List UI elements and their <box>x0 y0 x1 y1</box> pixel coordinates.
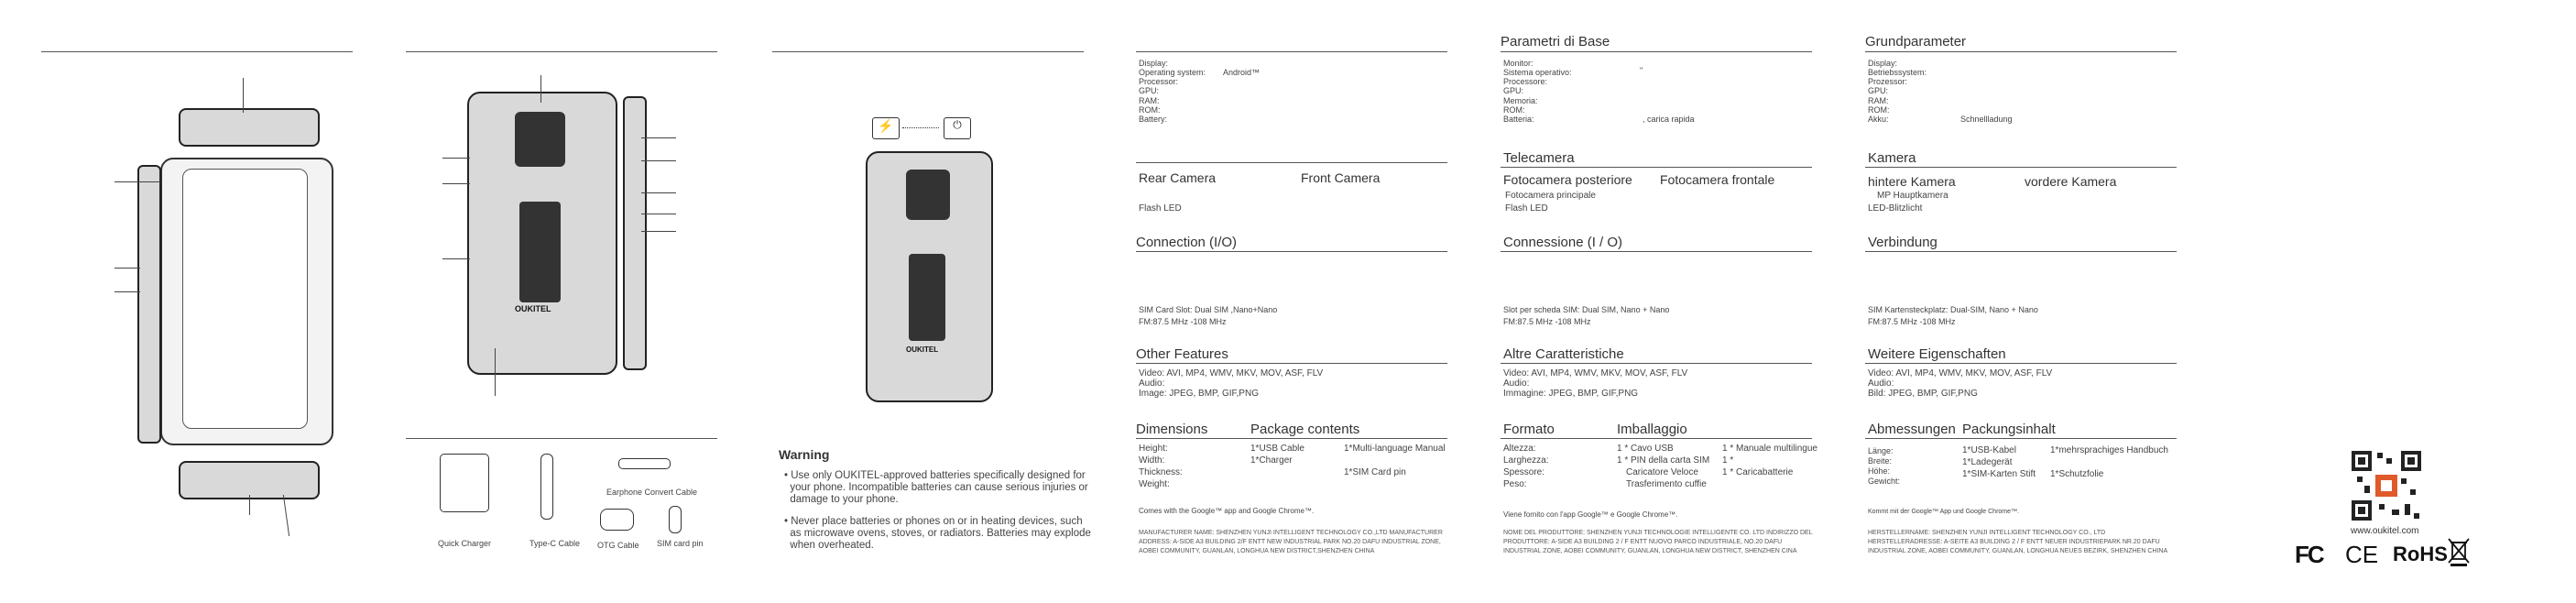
spec-width: Breite: <box>1868 456 1893 466</box>
google-notice: Viene fornito con l'app Google™ e Google Chrome™. <box>1503 510 1678 519</box>
rear-camera-heading: Fotocamera posteriore <box>1503 172 1632 187</box>
panel-top-rule <box>41 51 353 52</box>
sim-pin-icon <box>669 506 682 533</box>
charger-icon <box>440 454 489 512</box>
spec-sim-slot: Slot per scheda SIM: Dual SIM, Nano + Nano <box>1503 305 1670 314</box>
spec-ram: RAM: <box>1868 96 1889 105</box>
spec-audio: Audio: <box>1868 378 1894 389</box>
callout-line <box>641 160 676 161</box>
other-features-heading: Weitere Eigenschaften <box>1868 346 2006 362</box>
weee-bin-icon <box>2448 537 2470 566</box>
otg-cable-icon <box>600 509 634 531</box>
spec-battery: Battery: <box>1139 115 1168 124</box>
package-item: 1 * Manuale multilingue <box>1722 444 1817 454</box>
spec-processor: Processor: <box>1139 77 1179 86</box>
spec-weight: Peso: <box>1503 479 1527 489</box>
fc-mark-icon: FC <box>2295 541 2323 568</box>
callout-line <box>249 495 250 515</box>
spec-height: Altezza: <box>1503 444 1536 454</box>
spec-memory: Memoria: <box>1503 96 1538 105</box>
panel-top-rule <box>772 51 1084 52</box>
package-item: Trasferimento cuffie <box>1626 479 1707 489</box>
package-item: 1 * <box>1722 455 1734 466</box>
spec-main-camera: Fotocamera principale <box>1505 191 1596 201</box>
spec-weight: Gewicht: <box>1868 477 1901 486</box>
website-url: www.oukitel.com <box>2351 526 2419 536</box>
ce-mark-icon: CE <box>2345 541 2379 568</box>
spec-main-camera: MP Hauptkamera <box>1877 191 1948 201</box>
camera-module <box>906 170 950 220</box>
section-rule <box>1865 363 2177 364</box>
spec-rom: ROM: <box>1868 105 1890 115</box>
phone-bottom-view <box>179 461 320 499</box>
phone-back-view <box>467 92 617 375</box>
spec-gpu: GPU: <box>1868 86 1889 95</box>
back-logo: OUKITEL <box>906 345 939 354</box>
camera-heading: Kamera <box>1868 150 1916 166</box>
spec-rom: ROM: <box>1503 105 1525 115</box>
spec-rom: ROM: <box>1139 105 1161 115</box>
package-contents-heading: Package contents <box>1250 422 1360 437</box>
callout-line <box>442 183 470 184</box>
qr-code-icon <box>2350 449 2423 522</box>
callout-line <box>540 75 541 103</box>
charging-icon: ⚡ <box>872 117 900 139</box>
connection-heading: Connection (I/O) <box>1136 235 1238 250</box>
warning-bullet-1: • Use only OUKITEL-approved batteries specifically designed for your phone. Incompatible batteries can cause serious injuries or damage to your phone. <box>784 470 1088 505</box>
spec-processor: Prozessor: <box>1868 77 1908 86</box>
spec-gpu: GPU: <box>1503 86 1524 95</box>
package-item: 1 * Caricabatterie <box>1722 467 1794 477</box>
callout-line <box>641 137 676 138</box>
quick-charger-label: Quick Charger <box>438 539 492 548</box>
spec-battery: Akku: <box>1868 115 1889 124</box>
spec-image: Image: JPEG, BMP, GIF,PNG <box>1139 389 1259 399</box>
spec-fm: FM:87.5 MHz -108 MHz <box>1139 317 1227 326</box>
spec-os: Sistema operativo: <box>1503 68 1572 77</box>
section-rule <box>1136 51 1447 52</box>
section-rule <box>1136 363 1447 364</box>
panel-top-rule <box>406 51 717 52</box>
italian-title: Parametri di Base <box>1501 34 1610 49</box>
spec-thickness: Höhe: <box>1868 466 1891 476</box>
package-item: 1*Charger <box>1250 455 1293 466</box>
spec-monitor: Monitor: <box>1503 59 1534 68</box>
front-camera-heading: Fotocamera frontale <box>1660 172 1775 187</box>
package-item: 1*Ladegerät <box>1962 457 2013 467</box>
callout-line <box>495 348 496 396</box>
sim-pin-label: SIM card pin <box>657 539 704 548</box>
spec-flash: LED-Blitzlicht <box>1868 203 1923 214</box>
front-camera-heading: Front Camera <box>1301 170 1381 185</box>
spec-gpu: GPU: <box>1139 86 1160 95</box>
section-rule <box>1136 251 1447 252</box>
spec-fm: FM:87.5 MHz -108 MHz <box>1503 317 1591 326</box>
back-panel-strip <box>909 254 945 341</box>
package-item: 1 * Cavo USB <box>1617 444 1674 454</box>
package-item: Caricatore Veloce <box>1626 467 1698 477</box>
rohs-mark-icon: RoHS <box>2393 543 2448 565</box>
spec-thickness: Spessore: <box>1503 467 1545 477</box>
spec-display: Display: <box>1868 59 1898 68</box>
charging-arrow <box>902 127 939 128</box>
section-rule <box>1501 167 1812 168</box>
section-rule <box>1136 162 1447 163</box>
section-rule <box>1865 167 2177 168</box>
package-item: 1*SIM Card pin <box>1344 467 1406 477</box>
spec-flash: Flash LED <box>1139 203 1182 214</box>
spec-audio: Audio: <box>1503 378 1530 389</box>
package-item: 1*SIM-Karten Stift <box>1962 469 2036 479</box>
plug-icon: ⏻ <box>944 117 971 139</box>
rear-camera-heading: hintere Kamera <box>1868 174 1956 189</box>
spec-ram: RAM: <box>1139 96 1160 105</box>
spec-flash: Flash LED <box>1505 203 1548 214</box>
package-item: 1*Schutzfolie <box>2050 469 2104 479</box>
warning-bullet-2: • Never place batteries or phones on or in heating devices, such as microwave ovens, stoves, or radiators. Batteries may explode when overheated. <box>784 516 1091 551</box>
warning-title: Warning <box>779 447 830 462</box>
other-features-heading: Altre Caratteristiche <box>1503 346 1624 362</box>
section-rule <box>1501 251 1812 252</box>
spec-battery-value: Schnellladung <box>1960 115 2013 124</box>
phone-front-view <box>160 158 333 445</box>
spec-fm: FM:87.5 MHz -108 MHz <box>1868 317 1956 326</box>
spec-display: Display: <box>1139 59 1169 68</box>
camera-heading: Telecamera <box>1503 150 1575 166</box>
manufacturer-info: HERSTELLERNAME: SHENZHEN YUNJI INTELLIGENT TECHNOLOGY CO., LTD HERSTELLERADRESSE: A-SEITE A3 BUILDING 2 / F ENTT NEUER INDUSTRIEPARK NR.20 DAFU INDUSTRIAL ZONE, AOBEI COMMUNITY, GUANLAN, LONGHUA NEUES BEZIRK, SHENZHEN CHINA <box>1868 530 2168 554</box>
spec-height: Länge: <box>1868 446 1894 455</box>
package-item: 1*USB-Kabel <box>1962 445 2016 455</box>
packaging-heading: Imballaggio <box>1617 422 1687 437</box>
section-rule <box>1501 363 1812 364</box>
spec-os: Betriebssystem: <box>1868 68 1927 77</box>
package-item: 1 * PIN della carta SIM <box>1617 455 1710 466</box>
spec-video: Video: AVI, MP4, WMV, MKV, MOV, ASF, FLV <box>1868 368 2053 378</box>
spec-os-value: Android™ <box>1223 68 1261 77</box>
spec-processor: Processore: <box>1503 77 1548 86</box>
spec-video: Video: AVI, MP4, WMV, MKV, MOV, ASF, FLV <box>1139 368 1324 378</box>
callout-line <box>243 78 244 113</box>
phone-back-view-2 <box>866 151 993 402</box>
type-c-cable-icon <box>540 454 553 520</box>
otg-cable-label: OTG Cable <box>597 541 639 550</box>
rear-camera-heading: Rear Camera <box>1139 170 1217 185</box>
section-rule <box>1136 438 1447 439</box>
spec-height: Height: <box>1139 444 1168 454</box>
spec-sim-slot: SIM Card Slot: Dual SIM ,Nano+Nano <box>1139 305 1278 314</box>
section-rule <box>1865 251 2177 252</box>
manufacturer-info: NOME DEL PRODUTTORE: SHENZHEN YUNJI TECHNOLOGIE INTELLIGENTE CO. LTD INDIRIZZO DEL PRODUTTORE: A-SIDE A3 BUILDING 2 / F ENTT NUOVO PARCO INDUSTRIALE, NO.20 DAFU INDUSTRIAL ZONE, AOBEI COMMUNITY, GUANLAN, LONGHUA NEW DISTRICT, SHENZHEN CINA <box>1503 530 1813 554</box>
spec-width: Width: <box>1139 455 1165 466</box>
format-heading: Formato <box>1503 422 1555 437</box>
callout-line <box>442 258 470 259</box>
spec-battery-value: , carica rapida <box>1643 115 1695 124</box>
spec-image: Bild: JPEG, BMP, GIF,PNG <box>1868 389 1978 399</box>
front-camera-heading: vordere Kamera <box>2025 174 2117 189</box>
spec-thickness: Thickness: <box>1139 467 1183 477</box>
spec-sim-slot: SIM Kartensteckplatz: Dual-SIM, Nano + Nano <box>1868 305 2038 314</box>
callout-line <box>115 268 140 269</box>
earphone-cable-label: Earphone Convert Cable <box>606 488 698 497</box>
callout-line <box>442 158 470 159</box>
phone-left-side <box>137 165 161 444</box>
dimensions-heading: Abmessungen <box>1868 422 1956 437</box>
callout-line <box>115 181 160 182</box>
accessories-rule <box>406 438 717 439</box>
manufacturer-info: MANUFACTURER NAME: SHENZHEN YUNJI INTELLIGENT TECHNOLOGY CO.,LTD MANUFACTURER ADDRESS: A-SIDE A3 BUILDING 2/F ENTT NEW INDUSTRIAL PARK NO.20 DAFU INDUSTRIAL ZONE, AOBEI COMMUNITY, GUANLAN, LONGHUA NEW DISTRICT,SHENZHEN CHINA <box>1139 530 1443 554</box>
german-title: Grundparameter <box>1865 34 1967 49</box>
back-panel-strip <box>519 202 561 302</box>
connection-heading: Connessione (I / O) <box>1503 235 1623 250</box>
spec-os-value: " <box>1640 66 1643 75</box>
spec-image: Immagine: JPEG, BMP, GIF,PNG <box>1503 389 1639 399</box>
package-item: 1*Multi-language Manual <box>1344 444 1446 454</box>
type-c-cable-label: Type-C Cable <box>529 539 581 548</box>
earphone-cable-icon <box>618 458 671 469</box>
section-rule <box>1865 51 2177 52</box>
section-rule <box>1501 51 1812 52</box>
callout-line <box>283 495 297 536</box>
phone-screen <box>182 169 308 429</box>
package-item: 1*USB Cable <box>1250 444 1304 454</box>
spec-os: Operating system: <box>1139 68 1206 77</box>
package-item: 1*mehrsprachiges Handbuch <box>2050 445 2168 455</box>
dimensions-heading: Dimensions <box>1136 422 1208 437</box>
spec-width: Larghezza: <box>1503 455 1549 466</box>
callout-line <box>115 291 140 292</box>
phone-top-view <box>179 108 320 147</box>
other-features-heading: Other Features <box>1136 346 1228 362</box>
section-rule <box>1865 438 2177 439</box>
spec-video: Video: AVI, MP4, WMV, MKV, MOV, ASF, FLV <box>1503 368 1688 378</box>
package-heading: Packungsinhalt <box>1962 422 2056 437</box>
connection-heading: Verbindung <box>1868 235 1937 250</box>
back-logo: OUKITEL <box>515 304 551 313</box>
callout-line <box>641 192 676 193</box>
callout-line <box>641 231 676 232</box>
spec-battery: Batteria: <box>1503 115 1534 124</box>
camera-module <box>515 112 565 167</box>
google-notice: Kommt mit der Google™ App und Google Chrome™. <box>1868 509 2019 515</box>
google-notice: Comes with the Google™ app and Google Chrome™. <box>1139 507 1315 515</box>
section-rule <box>1501 438 1812 439</box>
spec-weight: Weight: <box>1139 479 1170 489</box>
spec-audio: Audio: <box>1139 378 1165 389</box>
